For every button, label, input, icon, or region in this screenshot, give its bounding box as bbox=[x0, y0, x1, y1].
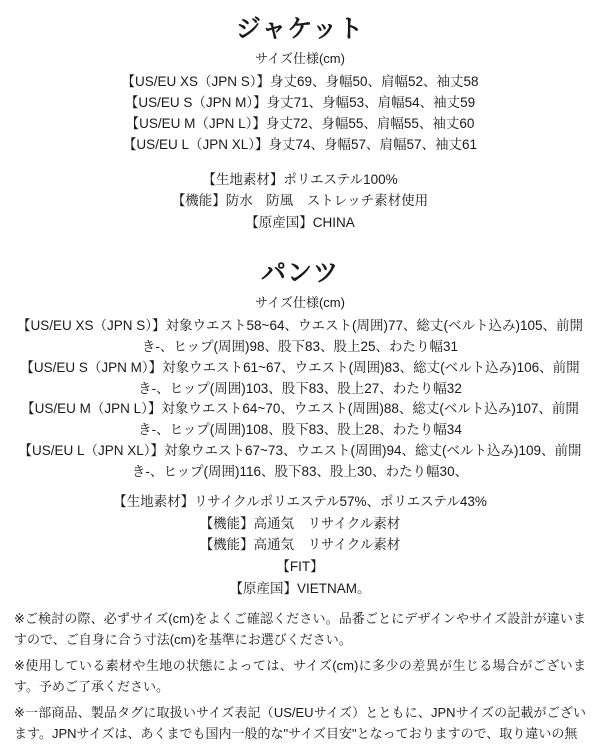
pants-spec-row: 【US/EU S（JPN M）】対象ウエスト61~67、ウエスト(周囲)83、総丈(ベルト込み)106、前開き-、ヒップ(周囲)103、股下83、股上27、わたり幅32 bbox=[20, 359, 580, 396]
pants-subtitle: サイズ仕様(cm) bbox=[255, 294, 345, 310]
jacket-spec-row: 【US/EU S（JPN M）】身丈71、身幅53、肩幅54、袖丈59 bbox=[124, 95, 476, 111]
pants-meta-function: 【機能】高通気 リサイクル素材 bbox=[199, 537, 401, 553]
spacer bbox=[10, 483, 590, 491]
pants-spec-row: 【US/EU M（JPN L）】対象ウエスト64~70、ウエスト(周囲)88、総丈(ベルト込み)107、前開き-、ヒップ(周囲)108、股下83、股上28、わたり幅34 bbox=[21, 401, 579, 438]
pants-section-title: パンツ bbox=[260, 258, 339, 287]
jacket-spec-row: 【US/EU L（JPN XL）】身丈74、身幅57、肩幅57、袖丈61 bbox=[122, 136, 478, 152]
jacket-meta-origin: 【原産国】CHINA bbox=[245, 215, 355, 231]
spacer bbox=[10, 156, 590, 169]
jacket-meta-function: 【機能】防水 防風 ストレッチ素材使用 bbox=[171, 193, 429, 209]
pants-meta-origin: 【原産国】VIETNAM。 bbox=[229, 580, 371, 596]
note-item: ※使用している素材や生地の状態によっては、サイズ(cm)に多少の差異が生じる場合がございます。予めご了承ください。 bbox=[14, 658, 586, 694]
jacket-spec-row: 【US/EU XS（JPN S）】身丈69、身幅50、肩幅52、袖丈58 bbox=[121, 74, 479, 90]
jacket-section-title: ジャケット bbox=[235, 15, 365, 43]
jacket-meta-material: 【生地素材】ポリエステル100% bbox=[202, 171, 398, 187]
notes-section bbox=[10, 609, 590, 744]
pants-spec-row: 【US/EU L（JPN XL）】対象ウエスト67~73、ウエスト(周囲)94、総丈(ベルト込み)109、前開き-、ヒップ(周囲)116、股下83、股上30、わたり幅30、 bbox=[18, 443, 582, 480]
jacket-subtitle: サイズ仕様(cm) bbox=[255, 51, 345, 67]
pants-spec-row: 【US/EU XS（JPN S）】対象ウエスト58~64、ウエスト(周囲)77、総丈(ベルト込み)105、前開き-、ヒップ(周囲)98、股下83、股上25、わたり幅31 bbox=[17, 317, 583, 354]
pants-meta-material: 【生地素材】リサイクルポリエステル57%、ポリエステル43% bbox=[113, 494, 487, 510]
note-item: ※ご検討の際、必ずサイズ(cm)をよくご確認ください。品番ごとにデザインやサイズ設計が違いますので、ご自身に合う寸法(cm)を基準にお選びください。 bbox=[14, 611, 586, 647]
jacket-spec-row: 【US/EU M（JPN L）】身丈72、身幅55、肩幅55、袖丈60 bbox=[125, 115, 475, 131]
pants-meta-function: 【機能】高通気 リサイクル素材 bbox=[199, 515, 401, 531]
pants-meta-fit: 【FIT】 bbox=[276, 558, 324, 574]
spacer bbox=[10, 234, 590, 252]
note-item: ※一部商品、製品タグに取扱いサイズ表記（US/EUサイズ）とともに、JPNサイズの記載がございます。JPNサイズは、あくまでも国内一般的な"サイズ目安"となっておりますので、取り違いの無 bbox=[14, 705, 586, 741]
